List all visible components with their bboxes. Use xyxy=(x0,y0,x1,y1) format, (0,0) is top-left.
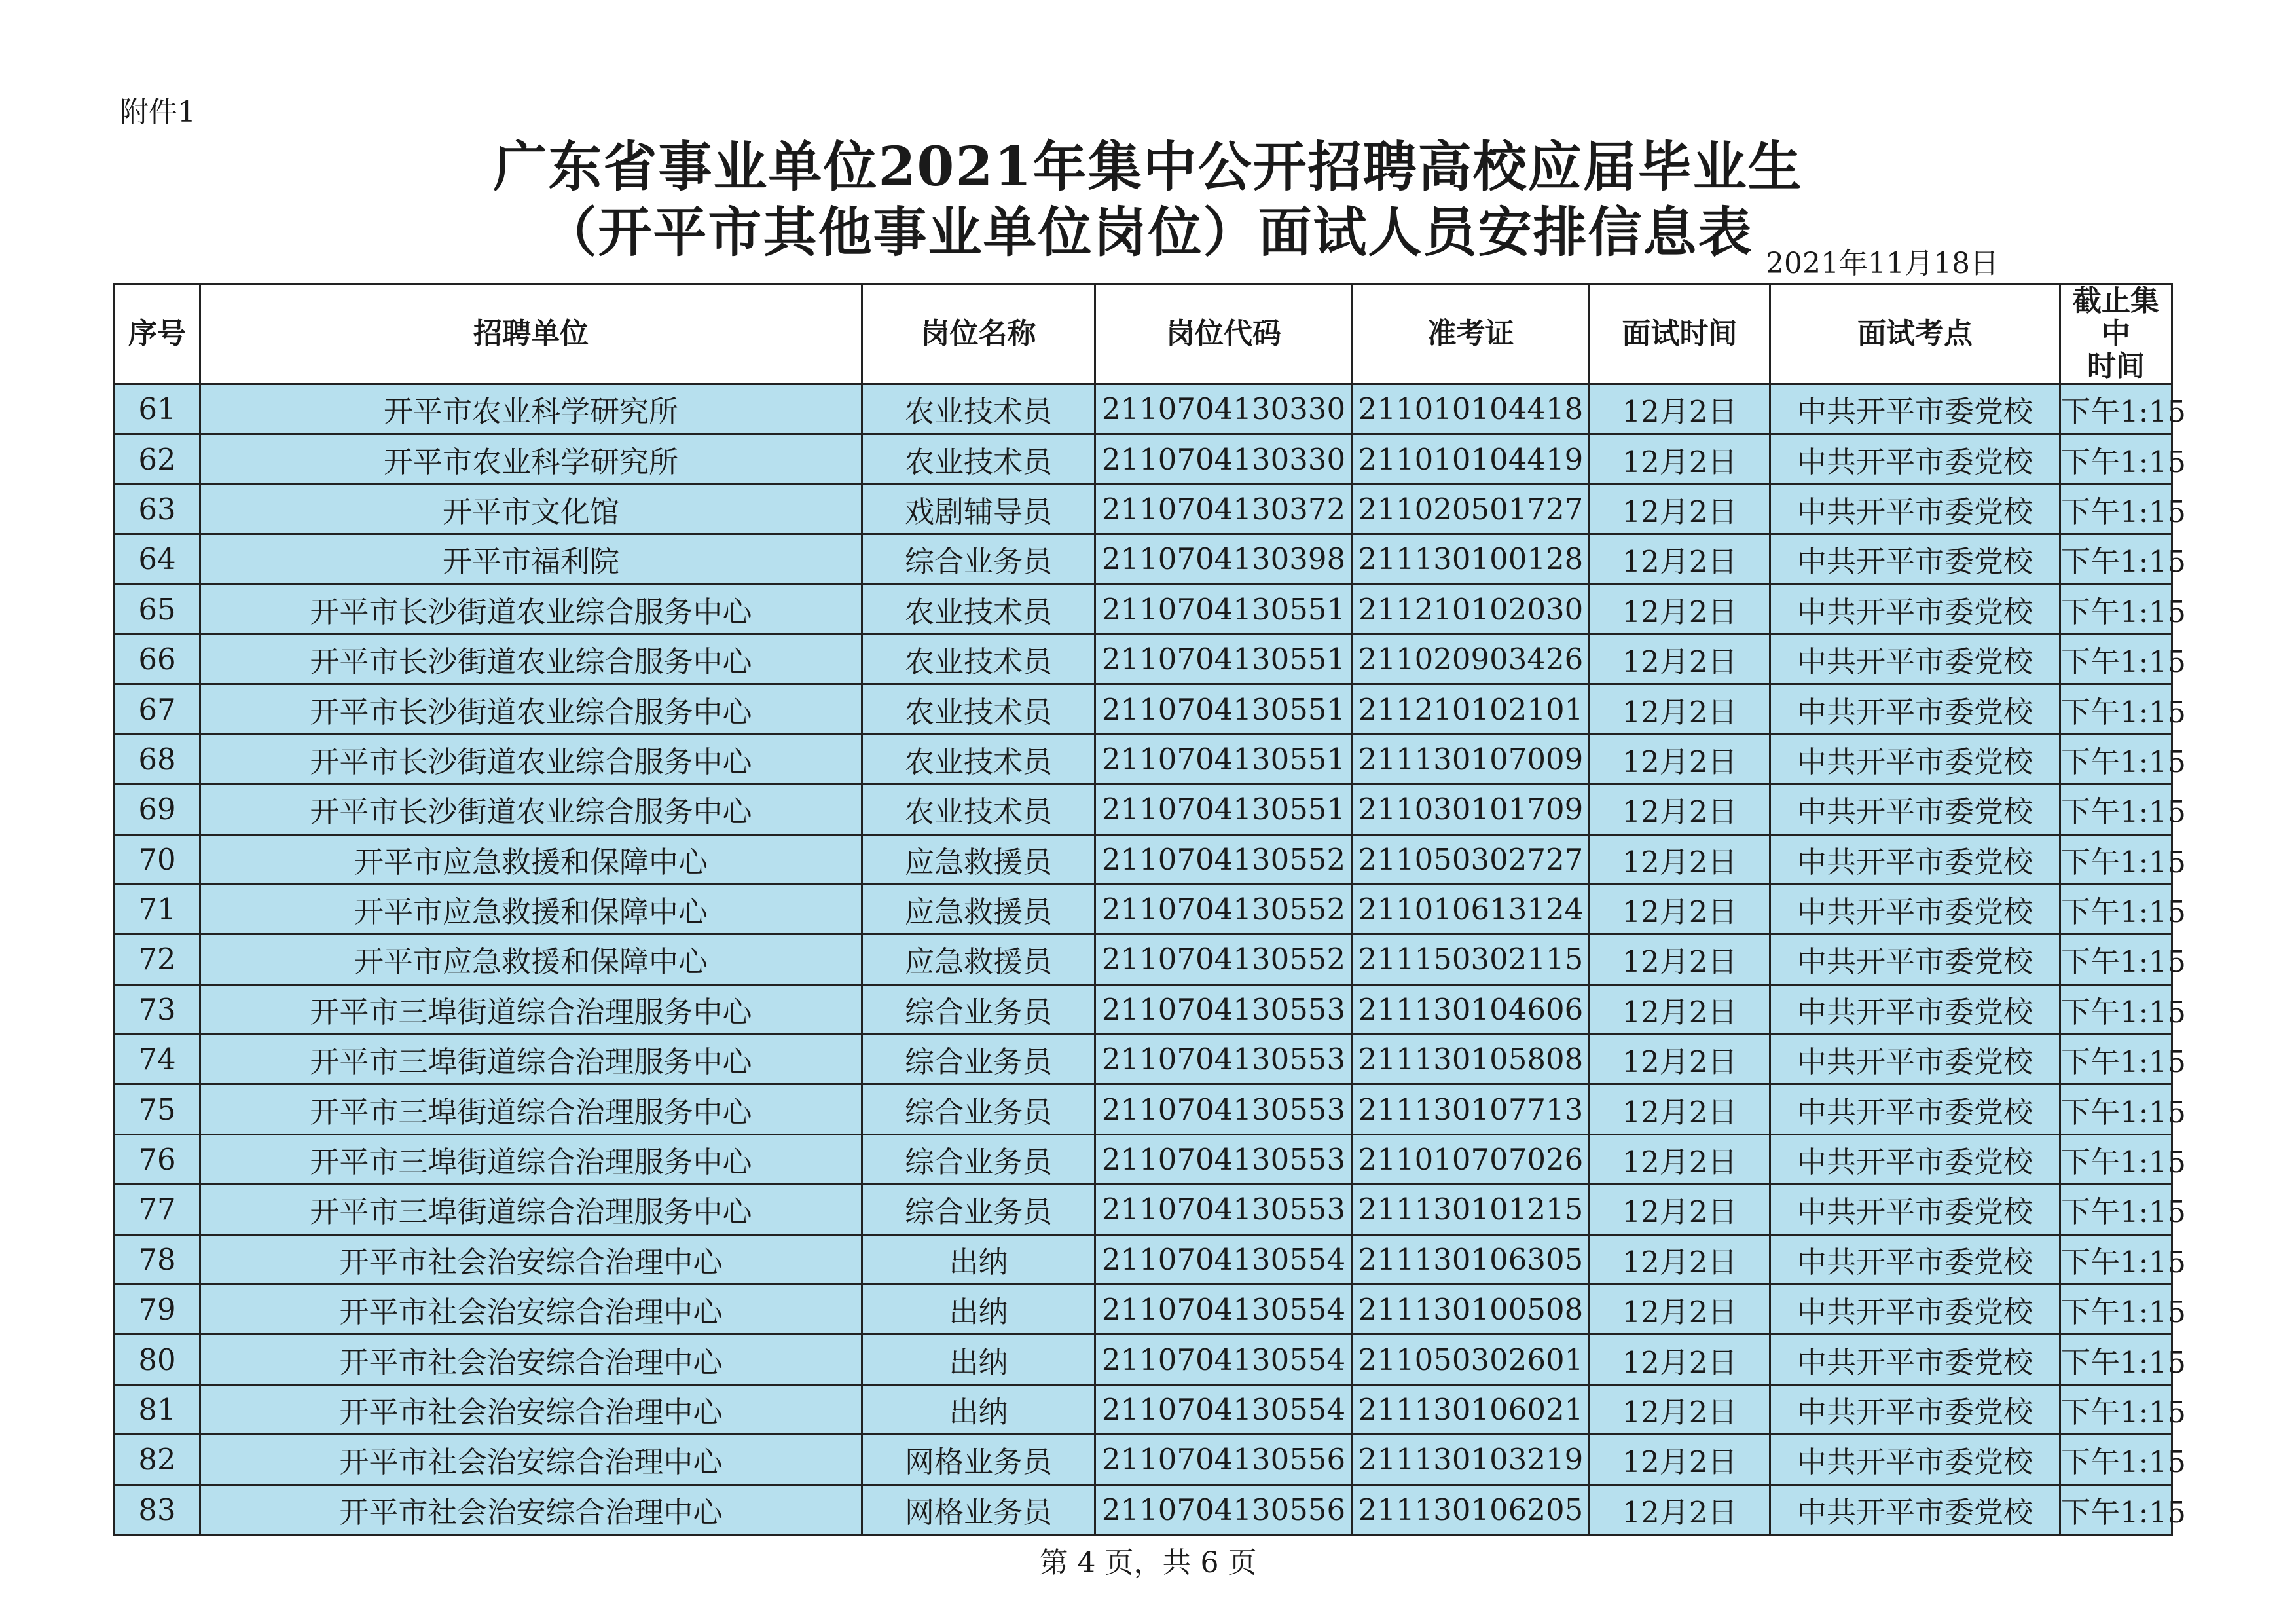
cell-post-name: 农业技术员 xyxy=(862,684,1095,734)
cell-assembly-deadline: 下午1:15 xyxy=(2060,384,2172,434)
cell-employer: 开平市农业科学研究所 xyxy=(200,384,862,434)
cell-interview-date: 12月2日 xyxy=(1590,434,1770,484)
cell-post-name: 农业技术员 xyxy=(862,734,1095,784)
cell-venue: 中共开平市委党校 xyxy=(1770,1384,2060,1434)
cell-post-code: 2110704130556 xyxy=(1095,1435,1353,1485)
cell-venue: 中共开平市委党校 xyxy=(1770,384,2060,434)
cell-seq: 64 xyxy=(115,534,200,584)
cell-interview-date: 12月2日 xyxy=(1590,1035,1770,1084)
cell-ticket-number: 211210102030 xyxy=(1353,584,1590,634)
cell-post-name: 农业技术员 xyxy=(862,584,1095,634)
table-row xyxy=(115,534,2172,584)
cell-post-name: 农业技术员 xyxy=(862,634,1095,684)
table-row xyxy=(115,434,2172,484)
cell-post-code: 2110704130372 xyxy=(1095,484,1353,534)
cell-assembly-deadline: 下午1:15 xyxy=(2060,1285,2172,1335)
cell-ticket-number: 211010613124 xyxy=(1353,884,1590,934)
cell-seq: 74 xyxy=(115,1035,200,1084)
cell-post-code: 2110704130552 xyxy=(1095,834,1353,884)
cell-interview-date: 12月2日 xyxy=(1590,634,1770,684)
cell-assembly-deadline: 下午1:15 xyxy=(2060,1485,2172,1534)
table-row xyxy=(115,1435,2172,1485)
cell-assembly-deadline: 下午1:15 xyxy=(2060,984,2172,1034)
document-title-line1: 广东省事业单位2021年集中公开招聘高校应届毕业生 xyxy=(493,136,1803,198)
cell-post-code: 2110704130554 xyxy=(1095,1234,1353,1284)
cell-post-name: 农业技术员 xyxy=(862,384,1095,434)
cell-post-name: 出纳 xyxy=(862,1234,1095,1284)
cell-employer: 开平市长沙街道农业综合服务中心 xyxy=(200,584,862,634)
cell-post-name: 农业技术员 xyxy=(862,784,1095,834)
cell-venue: 中共开平市委党校 xyxy=(1770,1084,2060,1134)
cell-assembly-deadline: 下午1:15 xyxy=(2060,634,2172,684)
table-body xyxy=(115,384,2187,1535)
cell-employer: 开平市社会治安综合治理中心 xyxy=(200,1285,862,1335)
cell-ticket-number: 211130100128 xyxy=(1353,534,1590,584)
cell-ticket-number: 211010104418 xyxy=(1353,384,1590,434)
cell-post-name: 出纳 xyxy=(862,1285,1095,1335)
cell-employer: 开平市应急救援和保障中心 xyxy=(200,934,862,984)
table-row xyxy=(115,1384,2172,1434)
cell-employer: 开平市社会治安综合治理中心 xyxy=(200,1435,862,1485)
cell-seq: 63 xyxy=(115,484,200,534)
cell-assembly-deadline: 下午1:15 xyxy=(2060,1084,2172,1134)
cell-employer: 开平市长沙街道农业综合服务中心 xyxy=(200,684,862,734)
cell-venue: 中共开平市委党校 xyxy=(1770,984,2060,1034)
cell-employer: 开平市长沙街道农业综合服务中心 xyxy=(200,784,862,834)
cell-venue: 中共开平市委党校 xyxy=(1770,884,2060,934)
cell-post-code: 2110704130330 xyxy=(1095,384,1353,434)
cell-ticket-number: 211010104419 xyxy=(1353,434,1590,484)
cell-interview-date: 12月2日 xyxy=(1590,1384,1770,1434)
cell-venue: 中共开平市委党校 xyxy=(1770,434,2060,484)
cell-ticket-number: 211130104606 xyxy=(1353,984,1590,1034)
cell-post-code: 2110704130551 xyxy=(1095,734,1353,784)
cell-assembly-deadline: 下午1:15 xyxy=(2060,784,2172,834)
cell-post-code: 2110704130554 xyxy=(1095,1335,1353,1384)
cell-employer: 开平市三埠街道综合治理服务中心 xyxy=(200,1035,862,1084)
attachment-label: 附件1 xyxy=(120,96,196,129)
table-row xyxy=(115,1084,2172,1134)
cell-post-code: 2110704130554 xyxy=(1095,1285,1353,1335)
cell-assembly-deadline: 下午1:15 xyxy=(2060,1185,2172,1234)
cell-post-name: 综合业务员 xyxy=(862,1084,1095,1134)
cell-ticket-number: 211020903426 xyxy=(1353,634,1590,684)
cell-employer: 开平市福利院 xyxy=(200,534,862,584)
table-row xyxy=(115,1035,2172,1084)
table-row xyxy=(115,734,2172,784)
cell-post-name: 综合业务员 xyxy=(862,984,1095,1034)
cell-ticket-number: 211020501727 xyxy=(1353,484,1590,534)
cell-venue: 中共开平市委党校 xyxy=(1770,1335,2060,1384)
cell-seq: 65 xyxy=(115,584,200,634)
cell-post-name: 应急救援员 xyxy=(862,884,1095,934)
cell-post-code: 2110704130551 xyxy=(1095,634,1353,684)
cell-post-code: 2110704130553 xyxy=(1095,1084,1353,1134)
cell-venue: 中共开平市委党校 xyxy=(1770,1134,2060,1184)
table-row xyxy=(115,1134,2172,1184)
cell-ticket-number: 211150302115 xyxy=(1353,934,1590,984)
cell-seq: 73 xyxy=(115,984,200,1034)
cell-venue: 中共开平市委党校 xyxy=(1770,1185,2060,1234)
cell-seq: 68 xyxy=(115,734,200,784)
cell-venue: 中共开平市委党校 xyxy=(1770,1485,2060,1534)
cell-ticket-number: 211130106205 xyxy=(1353,1485,1590,1534)
cell-post-name: 应急救援员 xyxy=(862,834,1095,884)
cell-employer: 开平市应急救援和保障中心 xyxy=(200,884,862,934)
cell-assembly-deadline: 下午1:15 xyxy=(2060,834,2172,884)
cell-post-name: 网格业务员 xyxy=(862,1485,1095,1534)
header-employer: 招聘单位 xyxy=(200,284,862,384)
cell-venue: 中共开平市委党校 xyxy=(1770,1035,2060,1084)
cell-ticket-number: 211030101709 xyxy=(1353,784,1590,834)
cell-interview-date: 12月2日 xyxy=(1590,1285,1770,1335)
cell-assembly-deadline: 下午1:15 xyxy=(2060,1234,2172,1284)
cell-employer: 开平市社会治安综合治理中心 xyxy=(200,1384,862,1434)
cell-interview-date: 12月2日 xyxy=(1590,884,1770,934)
cell-interview-date: 12月2日 xyxy=(1590,1335,1770,1384)
cell-interview-date: 12月2日 xyxy=(1590,734,1770,784)
cell-assembly-deadline: 下午1:15 xyxy=(2060,684,2172,734)
cell-post-name: 综合业务员 xyxy=(862,1185,1095,1234)
header-post-name: 岗位名称 xyxy=(862,284,1095,384)
cell-ticket-number: 211130107009 xyxy=(1353,734,1590,784)
cell-employer: 开平市文化馆 xyxy=(200,484,862,534)
cell-seq: 79 xyxy=(115,1285,200,1335)
cell-interview-date: 12月2日 xyxy=(1590,384,1770,434)
cell-ticket-number: 211010707026 xyxy=(1353,1134,1590,1184)
table-header-row xyxy=(115,284,2172,384)
cell-post-name: 出纳 xyxy=(862,1335,1095,1384)
table-row xyxy=(115,784,2172,834)
cell-interview-date: 12月2日 xyxy=(1590,1134,1770,1184)
cell-ticket-number: 211130105808 xyxy=(1353,1035,1590,1084)
cell-venue: 中共开平市委党校 xyxy=(1770,1285,2060,1335)
cell-post-code: 2110704130553 xyxy=(1095,1134,1353,1184)
cell-employer: 开平市农业科学研究所 xyxy=(200,434,862,484)
table-row xyxy=(115,684,2172,734)
cell-assembly-deadline: 下午1:15 xyxy=(2060,434,2172,484)
table-row xyxy=(115,384,2172,434)
cell-employer: 开平市长沙街道农业综合服务中心 xyxy=(200,734,862,784)
header-venue: 面试考点 xyxy=(1770,284,2060,384)
cell-venue: 中共开平市委党校 xyxy=(1770,734,2060,784)
cell-assembly-deadline: 下午1:15 xyxy=(2060,584,2172,634)
cell-post-code: 2110704130551 xyxy=(1095,784,1353,834)
cell-seq: 69 xyxy=(115,784,200,834)
header-post-code: 岗位代码 xyxy=(1095,284,1353,384)
cell-post-name: 网格业务员 xyxy=(862,1435,1095,1485)
cell-post-name: 综合业务员 xyxy=(862,1035,1095,1084)
cell-interview-date: 12月2日 xyxy=(1590,784,1770,834)
table-row xyxy=(115,634,2172,684)
cell-employer: 开平市社会治安综合治理中心 xyxy=(200,1234,862,1284)
cell-assembly-deadline: 下午1:15 xyxy=(2060,484,2172,534)
cell-ticket-number: 211210102101 xyxy=(1353,684,1590,734)
cell-post-name: 出纳 xyxy=(862,1384,1095,1434)
table-row xyxy=(115,484,2172,534)
cell-assembly-deadline: 下午1:15 xyxy=(2060,884,2172,934)
table-row xyxy=(115,1485,2172,1534)
cell-post-code: 2110704130553 xyxy=(1095,1185,1353,1234)
cell-seq: 61 xyxy=(115,384,200,434)
cell-post-name: 综合业务员 xyxy=(862,534,1095,584)
document-title-line2: （开平市其他事业单位岗位）面试人员安排信息表 xyxy=(543,201,1753,264)
cell-assembly-deadline: 下午1:15 xyxy=(2060,1435,2172,1485)
cell-post-code: 2110704130552 xyxy=(1095,884,1353,934)
cell-seq: 78 xyxy=(115,1234,200,1284)
table-row xyxy=(115,1234,2172,1284)
cell-venue: 中共开平市委党校 xyxy=(1770,1234,2060,1284)
cell-employer: 开平市三埠街道综合治理服务中心 xyxy=(200,1185,862,1234)
cell-venue: 中共开平市委党校 xyxy=(1770,584,2060,634)
cell-assembly-deadline: 下午1:15 xyxy=(2060,1384,2172,1434)
table-row xyxy=(115,884,2172,934)
cell-assembly-deadline: 下午1:15 xyxy=(2060,734,2172,784)
cell-employer: 开平市三埠街道综合治理服务中心 xyxy=(200,1084,862,1134)
cell-interview-date: 12月2日 xyxy=(1590,1234,1770,1284)
cell-assembly-deadline: 下午1:15 xyxy=(2060,1134,2172,1184)
cell-interview-date: 12月2日 xyxy=(1590,584,1770,634)
document-date: 2021年11月18日 xyxy=(1766,247,1999,280)
cell-post-code: 2110704130554 xyxy=(1095,1384,1353,1434)
cell-venue: 中共开平市委党校 xyxy=(1770,834,2060,884)
cell-seq: 77 xyxy=(115,1185,200,1234)
cell-seq: 66 xyxy=(115,634,200,684)
cell-venue: 中共开平市委党校 xyxy=(1770,934,2060,984)
cell-venue: 中共开平市委党校 xyxy=(1770,634,2060,684)
cell-seq: 70 xyxy=(115,834,200,884)
table-row xyxy=(115,1185,2172,1234)
cell-seq: 75 xyxy=(115,1084,200,1134)
header-ticket-number: 准考证 xyxy=(1353,284,1590,384)
header-seq: 序号 xyxy=(115,284,200,384)
cell-seq: 81 xyxy=(115,1384,200,1434)
cell-post-code: 2110704130398 xyxy=(1095,534,1353,584)
table-row xyxy=(115,584,2172,634)
cell-assembly-deadline: 下午1:15 xyxy=(2060,534,2172,584)
cell-seq: 71 xyxy=(115,884,200,934)
cell-ticket-number: 211130106305 xyxy=(1353,1234,1590,1284)
cell-assembly-deadline: 下午1:15 xyxy=(2060,934,2172,984)
cell-interview-date: 12月2日 xyxy=(1590,484,1770,534)
cell-ticket-number: 211050302601 xyxy=(1353,1335,1590,1384)
cell-interview-date: 12月2日 xyxy=(1590,1185,1770,1234)
cell-interview-date: 12月2日 xyxy=(1590,534,1770,584)
cell-employer: 开平市三埠街道综合治理服务中心 xyxy=(200,984,862,1034)
table-row xyxy=(115,834,2172,884)
cell-venue: 中共开平市委党校 xyxy=(1770,484,2060,534)
cell-interview-date: 12月2日 xyxy=(1590,984,1770,1034)
table-row xyxy=(115,984,2172,1034)
cell-assembly-deadline: 下午1:15 xyxy=(2060,1035,2172,1084)
cell-interview-date: 12月2日 xyxy=(1590,834,1770,884)
cell-ticket-number: 211130100508 xyxy=(1353,1285,1590,1335)
cell-interview-date: 12月2日 xyxy=(1590,1435,1770,1485)
cell-interview-date: 12月2日 xyxy=(1590,934,1770,984)
header-interview-date: 面试时间 xyxy=(1590,284,1770,384)
cell-post-code: 2110704130551 xyxy=(1095,684,1353,734)
cell-post-code: 2110704130553 xyxy=(1095,1035,1353,1084)
cell-seq: 62 xyxy=(115,434,200,484)
cell-employer: 开平市社会治安综合治理中心 xyxy=(200,1335,862,1384)
cell-ticket-number: 211050302727 xyxy=(1353,834,1590,884)
table-row xyxy=(115,1335,2172,1384)
cell-interview-date: 12月2日 xyxy=(1590,1485,1770,1534)
cell-interview-date: 12月2日 xyxy=(1590,684,1770,734)
page-number: 第 4 页，共 6 页 xyxy=(1039,1546,1257,1579)
table-row xyxy=(115,1285,2172,1335)
cell-seq: 76 xyxy=(115,1134,200,1184)
cell-post-name: 综合业务员 xyxy=(862,1134,1095,1184)
interview-roster-table xyxy=(113,283,2187,1536)
cell-post-name: 应急救援员 xyxy=(862,934,1095,984)
cell-seq: 80 xyxy=(115,1335,200,1384)
cell-post-code: 2110704130552 xyxy=(1095,934,1353,984)
cell-seq: 82 xyxy=(115,1435,200,1485)
cell-seq: 83 xyxy=(115,1485,200,1534)
cell-ticket-number: 211130107713 xyxy=(1353,1084,1590,1134)
cell-seq: 72 xyxy=(115,934,200,984)
cell-post-name: 戏剧辅导员 xyxy=(862,484,1095,534)
cell-employer: 开平市三埠街道综合治理服务中心 xyxy=(200,1134,862,1184)
cell-employer: 开平市应急救援和保障中心 xyxy=(200,834,862,884)
cell-venue: 中共开平市委党校 xyxy=(1770,684,2060,734)
cell-seq: 67 xyxy=(115,684,200,734)
cell-venue: 中共开平市委党校 xyxy=(1770,534,2060,584)
cell-post-name: 农业技术员 xyxy=(862,434,1095,484)
cell-post-code: 2110704130553 xyxy=(1095,984,1353,1034)
cell-ticket-number: 211130101215 xyxy=(1353,1185,1590,1234)
cell-ticket-number: 211130106021 xyxy=(1353,1384,1590,1434)
cell-post-code: 2110704130556 xyxy=(1095,1485,1353,1534)
cell-post-code: 2110704130330 xyxy=(1095,434,1353,484)
cell-venue: 中共开平市委党校 xyxy=(1770,784,2060,834)
header-assembly-deadline: 截止集中 时间 xyxy=(2060,284,2172,384)
cell-interview-date: 12月2日 xyxy=(1590,1084,1770,1134)
table-row xyxy=(115,934,2172,984)
cell-employer: 开平市长沙街道农业综合服务中心 xyxy=(200,634,862,684)
cell-employer: 开平市社会治安综合治理中心 xyxy=(200,1485,862,1534)
cell-assembly-deadline: 下午1:15 xyxy=(2060,1335,2172,1384)
cell-ticket-number: 211130103219 xyxy=(1353,1435,1590,1485)
cell-venue: 中共开平市委党校 xyxy=(1770,1435,2060,1485)
cell-post-code: 2110704130551 xyxy=(1095,584,1353,634)
